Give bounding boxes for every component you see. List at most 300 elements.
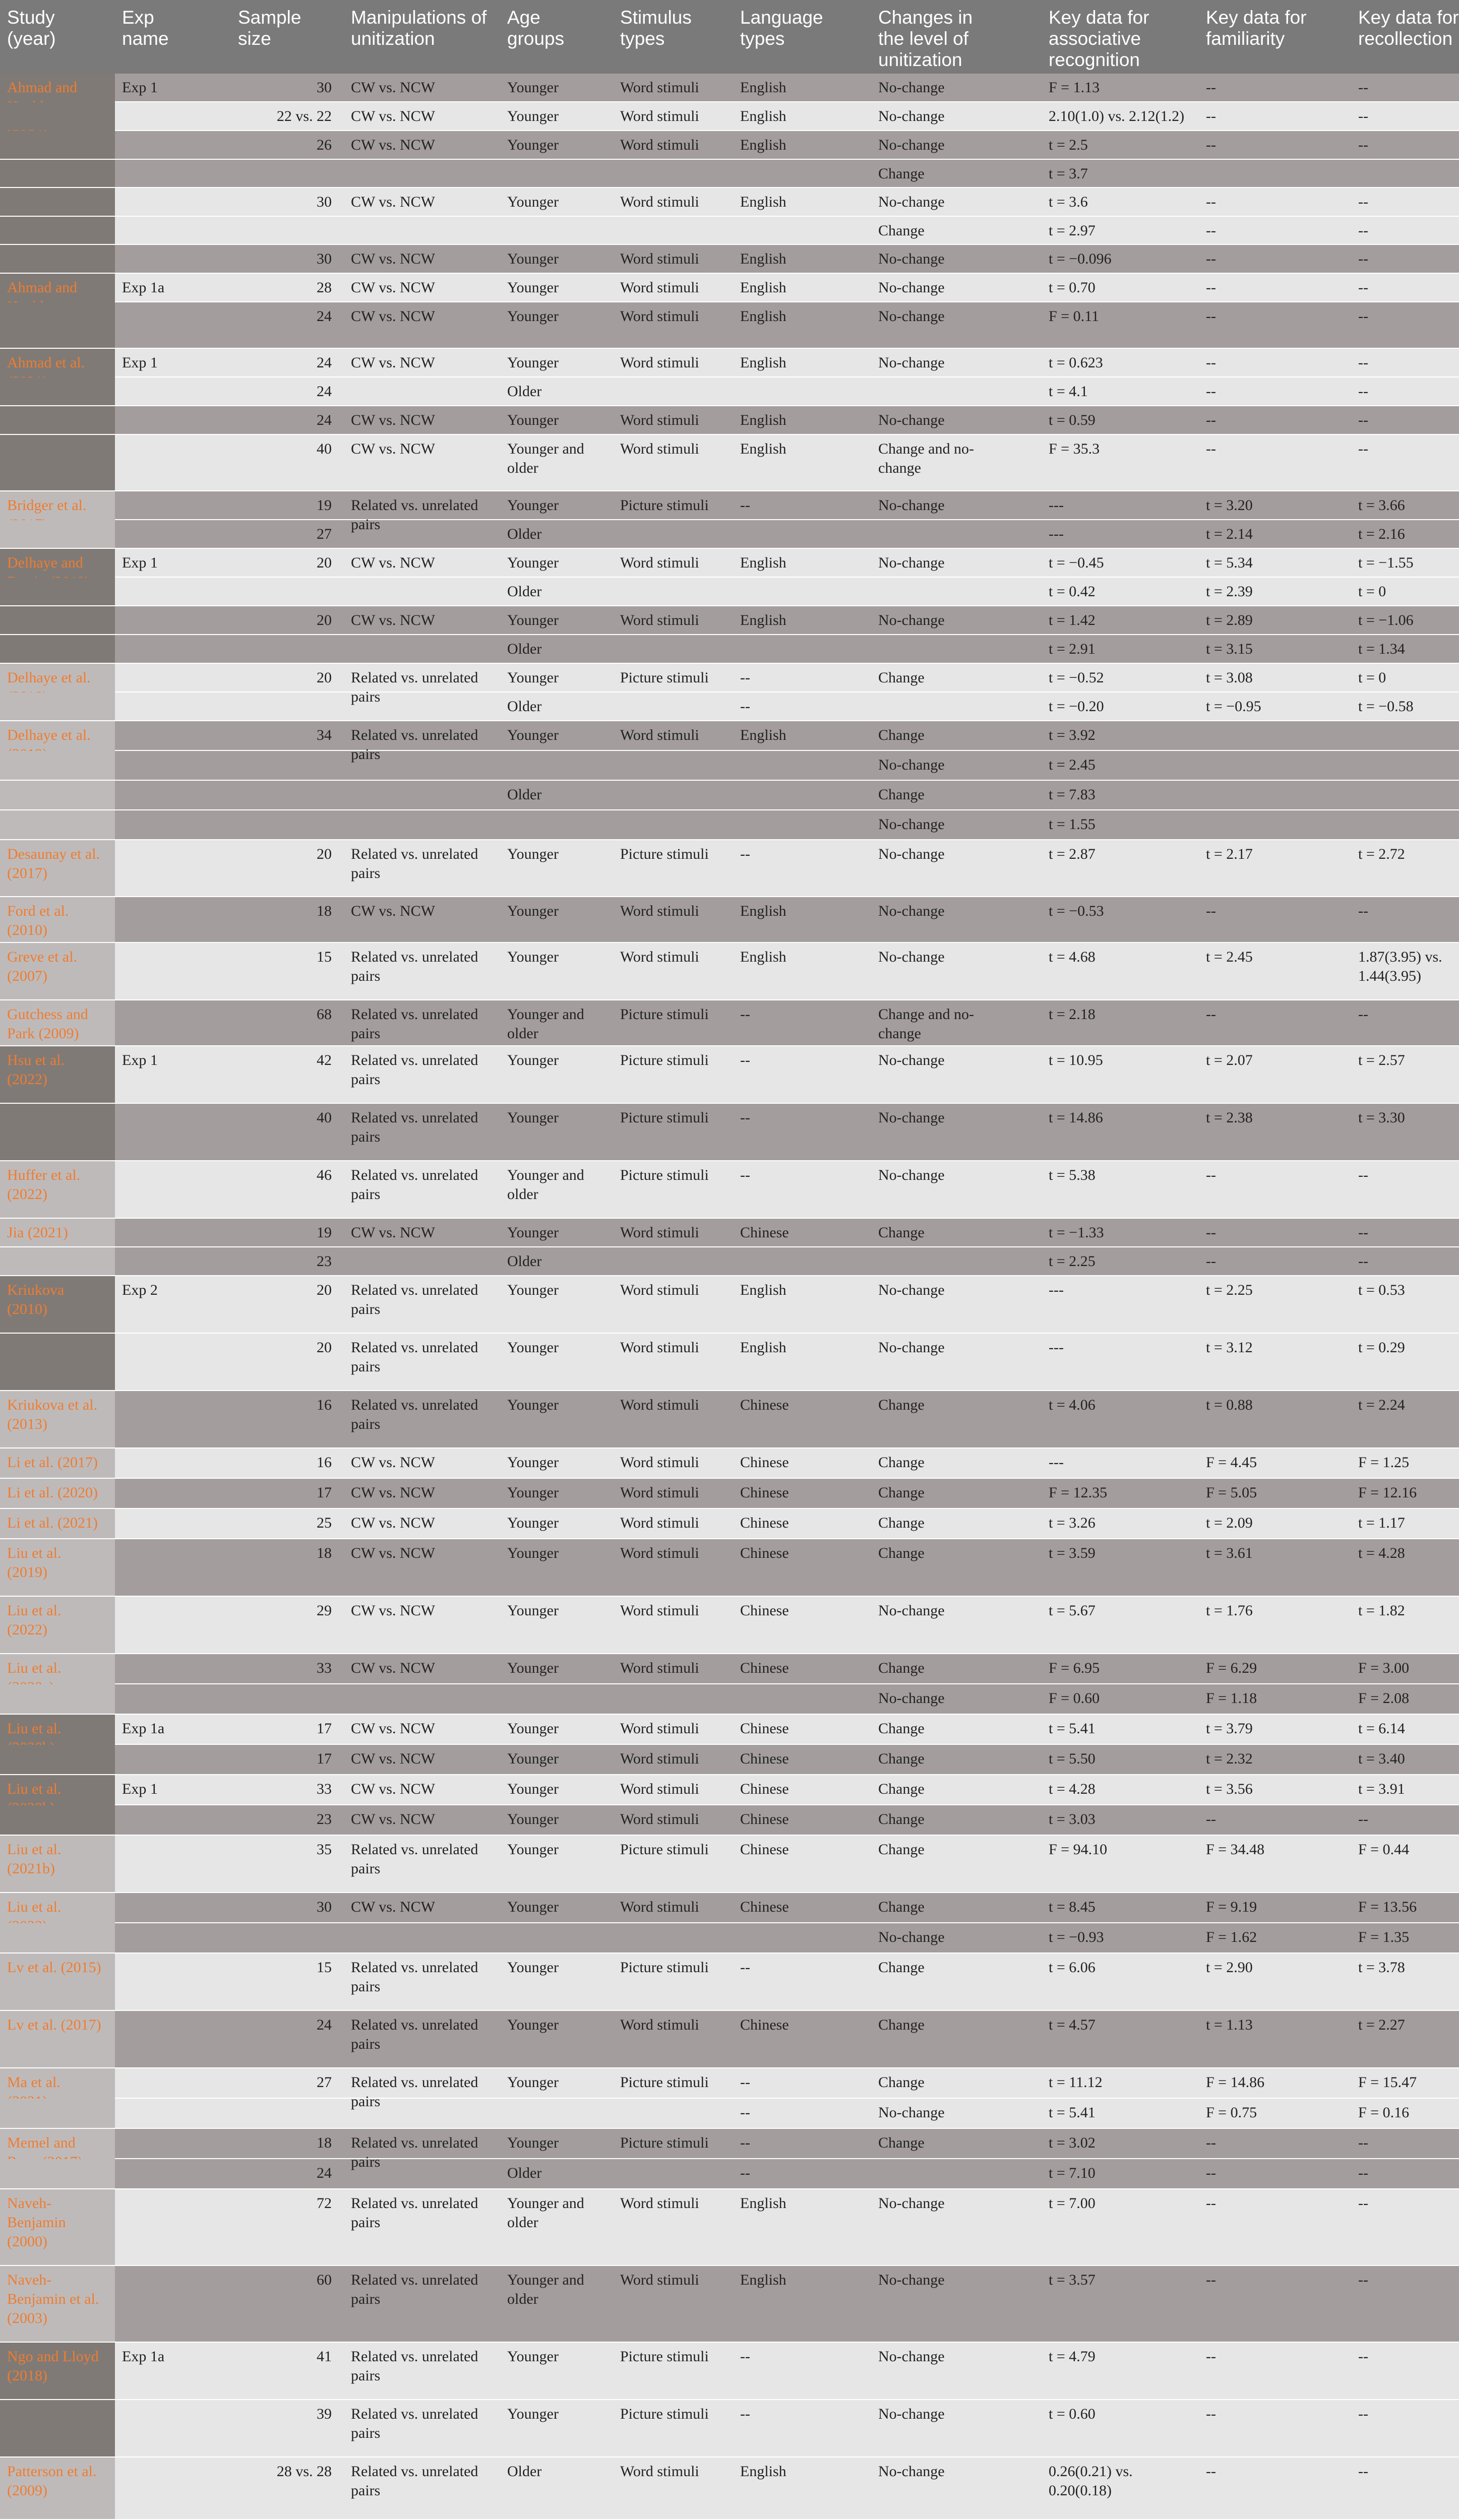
- col-manipulation-cell: Related vs. unrelated pairs: [351, 2017, 478, 2052]
- col-sample-size-cell: 19: [317, 1224, 332, 1241]
- col-exp-name-cell: [115, 520, 231, 548]
- col-recollection-cell: --: [1358, 2195, 1368, 2212]
- col-associative-recognition-cell: t = 2.25: [1049, 1253, 1096, 1270]
- col-exp-name-cell: [115, 1000, 231, 1045]
- col-familiarity-cell: t = 2.09: [1206, 1515, 1253, 1531]
- col-exp-name-cell: [115, 217, 231, 244]
- col-familiarity-cell: --: [1206, 354, 1216, 371]
- col-recollection-cell: --: [1358, 79, 1368, 96]
- col-sample-size-cell: 28 vs. 28: [276, 2463, 332, 2480]
- col-associative-recognition-cell: t = 5.67: [1049, 1602, 1096, 1619]
- col-manipulation-cell: CW vs. NCW: [351, 1750, 435, 1767]
- col-study-cell[interactable]: Ahmad and: [0, 274, 115, 336]
- col-manipulation-cell: [344, 2159, 500, 2188]
- col-study-cell[interactable]: Liu et al.: [0, 1654, 115, 1697]
- col-unitization-change-header: Changes in the level of unitization: [878, 7, 973, 70]
- col-recollection-cell: [1351, 160, 1459, 187]
- col-exp-name-cell: [115, 1334, 231, 1390]
- table-row: [0, 664, 1459, 705]
- col-recollection-cell: --: [1358, 279, 1368, 296]
- col-stimulus-types-cell: [613, 377, 733, 405]
- col-stimulus-types-cell: [613, 2099, 733, 2128]
- col-study-cell: [0, 1745, 115, 1774]
- col-familiarity-cell: t = 5.34: [1206, 554, 1253, 571]
- col-associative-recognition-cell: t = 4.57: [1049, 2017, 1096, 2033]
- col-associative-recognition-cell: t = 3.7: [1049, 165, 1088, 182]
- col-manipulation-cell: [344, 520, 500, 548]
- col-manipulation-cell: Related vs. unrelated pairs: [351, 669, 478, 705]
- col-language-types-cell: English: [740, 554, 786, 571]
- col-manipulation-cell: [344, 1923, 500, 1952]
- col-stimulus-types-cell: Picture stimuli: [620, 846, 709, 862]
- col-study-cell[interactable]: Liu et al. (2019): [0, 1539, 115, 1596]
- col-age-groups-cell: Younger: [507, 1052, 559, 1068]
- col-manipulation-cell: Related vs. unrelated pairs: [351, 2463, 478, 2499]
- table-row: [0, 810, 1459, 840]
- col-study-cell: [0, 520, 115, 548]
- col-unitization-change-cell: Change: [878, 1841, 925, 1858]
- col-stimulus-types-cell: Word stimuli: [620, 2017, 699, 2033]
- col-language-types-cell: --: [740, 1959, 750, 1976]
- table-row: [0, 2011, 1459, 2068]
- col-stimulus-types-cell: [613, 692, 733, 720]
- table-row: [0, 1539, 1459, 1597]
- col-study-cell: [0, 1923, 115, 1952]
- col-associative-recognition-cell: t = 7.83: [1049, 786, 1096, 803]
- col-recollection-cell: F = 1.35: [1358, 1929, 1410, 1945]
- col-exp-name-cell: [115, 435, 231, 490]
- col-familiarity-cell: --: [1206, 2272, 1216, 2288]
- col-study-cell[interactable]: Liu et al. (2021b): [0, 1836, 115, 1892]
- col-stimulus-types-cell: [613, 635, 733, 663]
- col-sample-size-cell: 18: [317, 1545, 332, 1561]
- col-sample-size-cell: 30: [317, 1899, 332, 1915]
- col-recollection-cell: --: [1358, 440, 1368, 457]
- col-stimulus-types-cell: Word stimuli: [620, 1811, 699, 1828]
- col-language-types-cell: Chinese: [740, 1545, 789, 1561]
- col-age-groups-cell: Younger: [507, 108, 559, 124]
- col-language-types-cell: Chinese: [740, 1899, 789, 1915]
- col-exp-name-cell: [115, 1684, 231, 1714]
- col-associative-recognition-cell: F = 1.13: [1049, 79, 1100, 96]
- col-unitization-change-cell: Change: [878, 1484, 925, 1501]
- table-row: [0, 1000, 1459, 1046]
- table-row: [0, 692, 1459, 721]
- col-sample-size-cell: 28: [317, 279, 332, 296]
- col-study-cell[interactable]: Naveh- Benjamin (2000): [0, 2189, 115, 2265]
- col-study-cell[interactable]: Li et al. (2021): [0, 1509, 115, 1538]
- col-manipulation-cell: Related vs. unrelated pairs: [351, 1052, 478, 1088]
- col-recollection-cell: --: [1358, 1253, 1368, 1270]
- col-familiarity-cell: F = 4.45: [1206, 1454, 1257, 1471]
- col-study-cell[interactable]: Lv et al. (2015): [0, 1954, 115, 2010]
- col-study-cell[interactable]: Kriukova et al. (2013): [0, 1391, 115, 1447]
- col-stimulus-types-cell: Word stimuli: [620, 2272, 699, 2288]
- col-sample-size-cell: 27: [317, 526, 332, 542]
- col-sample-size-cell: 20: [317, 669, 332, 686]
- col-recollection-cell: --: [1358, 2134, 1368, 2151]
- col-associative-recognition-cell: t = 4.1: [1049, 383, 1088, 400]
- col-language-types-cell: [733, 1923, 871, 1952]
- col-study-cell[interactable]: Gutchess and Park (2009): [0, 1000, 115, 1045]
- col-unitization-change-cell: Change: [878, 1397, 925, 1413]
- col-exp-name-cell: [115, 1539, 231, 1596]
- col-study-cell: [0, 781, 115, 809]
- col-sample-size-cell: 24: [317, 2165, 332, 2181]
- col-associative-recognition-cell: t = 3.26: [1049, 1515, 1096, 1531]
- col-familiarity-cell: t = 2.17: [1206, 846, 1253, 862]
- col-manipulation-cell: [344, 635, 500, 663]
- col-familiarity-cell: t = 3.12: [1206, 1339, 1253, 1356]
- col-associative-recognition-cell: t = 7.10: [1049, 2165, 1096, 2181]
- col-familiarity-cell: --: [1206, 222, 1216, 239]
- table-row: [0, 302, 1459, 349]
- col-study-cell[interactable]: Bridger et al.: [0, 491, 115, 534]
- col-exp-name-cell: [115, 1597, 231, 1653]
- table-row: [0, 2129, 1459, 2170]
- col-unitization-change-cell: No-change: [878, 2104, 945, 2121]
- col-sample-size-cell: [231, 160, 344, 187]
- col-familiarity-cell: t = 2.45: [1206, 949, 1253, 965]
- table-row: [0, 1046, 1459, 1104]
- col-study-cell[interactable]: Huffer et al. (2022): [0, 1161, 115, 1218]
- col-manipulation-cell: Related vs. unrelated pairs: [351, 1006, 478, 1042]
- col-associative-recognition-cell: ---: [1049, 526, 1064, 542]
- col-exp-name-cell: [115, 2400, 231, 2456]
- col-sample-size-cell: 19: [317, 497, 332, 514]
- col-study-cell: [0, 1334, 115, 1390]
- col-study-cell[interactable]: Li et al. (2017): [0, 1448, 115, 1478]
- col-unitization-change-cell: Change: [878, 786, 925, 803]
- col-study-cell[interactable]: Delhaye et al.: [0, 664, 115, 707]
- col-familiarity-cell: --: [1206, 412, 1216, 428]
- col-stimulus-types-cell: Word stimuli: [620, 2463, 699, 2480]
- col-manipulation-cell: [344, 2099, 500, 2128]
- col-associative-recognition-header: Key data for associative recognition: [1049, 7, 1149, 70]
- col-stimulus-types-cell: Picture stimuli: [620, 1841, 709, 1858]
- col-study-cell[interactable]: Ford et al. (2010): [0, 897, 115, 942]
- col-sample-size-cell: 17: [317, 1720, 332, 1737]
- table-row: [0, 2400, 1459, 2458]
- col-recollection-cell: t = 2.24: [1358, 1397, 1405, 1413]
- col-study-cell: [0, 131, 115, 159]
- col-recollection-cell: --: [1358, 2165, 1368, 2181]
- table-row: [0, 1597, 1459, 1654]
- col-manipulation-cell: CW vs. NCW: [351, 1602, 435, 1619]
- col-study-cell[interactable]: Greve et al. (2007): [0, 943, 115, 999]
- col-unitization-change-cell: [871, 520, 1042, 548]
- col-stimulus-types-cell: Word stimuli: [620, 108, 699, 124]
- col-recollection-cell: F = 3.00: [1358, 1660, 1410, 1676]
- col-stimulus-types-cell: [613, 751, 733, 780]
- col-language-types-cell: English: [740, 108, 786, 124]
- col-study-cell: [0, 302, 115, 348]
- col-sample-size-cell: 40: [317, 440, 332, 457]
- col-study-cell[interactable]: Liu et al.: [0, 1775, 115, 1818]
- col-familiarity-cell: --: [1206, 2348, 1216, 2365]
- table-row: [0, 1334, 1459, 1391]
- col-stimulus-types-cell: Word stimuli: [620, 1720, 699, 1737]
- col-unitization-change-cell: No-change: [878, 194, 945, 210]
- table-row: [0, 1161, 1459, 1219]
- col-familiarity-cell: [1199, 781, 1351, 809]
- col-sample-size-cell: [231, 1923, 344, 1952]
- col-sample-size-cell: 15: [317, 1959, 332, 1976]
- col-age-groups-cell: Younger: [507, 1545, 559, 1561]
- col-language-types-cell: Chinese: [740, 1454, 789, 1471]
- col-familiarity-cell: t = 3.20: [1206, 497, 1253, 514]
- col-study-cell: [0, 578, 115, 605]
- col-unitization-change-cell: No-change: [878, 1339, 945, 1356]
- col-associative-recognition-cell: F = 0.11: [1049, 308, 1099, 325]
- col-study-cell[interactable]: Ahmad and: [0, 74, 115, 136]
- col-language-types-cell: [733, 217, 871, 244]
- col-age-groups-cell: Younger: [507, 1282, 559, 1298]
- col-study-cell: [0, 377, 115, 405]
- col-familiarity-cell: --: [1206, 2406, 1216, 2422]
- col-study-cell[interactable]: Lv et al. (2017): [0, 2011, 115, 2067]
- col-manipulation-cell: CW vs. NCW: [351, 250, 435, 267]
- col-language-types-cell: English: [740, 79, 786, 96]
- col-associative-recognition-cell: t = −0.45: [1049, 554, 1104, 571]
- col-language-types-cell: --: [740, 846, 750, 862]
- col-exp-name-header: Exp name: [122, 7, 169, 49]
- col-sample-size-cell: 26: [317, 137, 332, 153]
- table-row: [0, 377, 1459, 406]
- col-sample-size-cell: [231, 578, 344, 605]
- col-language-types-cell: English: [740, 354, 786, 371]
- col-age-groups-cell: Older: [507, 2463, 542, 2480]
- col-language-types-cell: [733, 810, 871, 839]
- col-exp-name-cell: [115, 810, 231, 839]
- col-language-types-cell: [733, 377, 871, 405]
- col-sample-size-cell: 39: [317, 2406, 332, 2422]
- table-row: [0, 1684, 1459, 1715]
- col-unitization-change-cell: No-change: [878, 1602, 945, 1619]
- table-row: [0, 274, 1459, 302]
- col-language-types-cell: English: [740, 137, 786, 153]
- col-age-groups-cell: Younger: [507, 2134, 559, 2151]
- col-sample-size-cell: 20: [317, 1339, 332, 1356]
- col-manipulation-cell: Related vs. unrelated pairs: [351, 2195, 478, 2231]
- col-recollection-cell: F = 15.47: [1358, 2074, 1417, 2091]
- col-language-types-cell: English: [740, 412, 786, 428]
- col-stimulus-types-cell: Word stimuli: [620, 949, 699, 965]
- col-associative-recognition-cell: t = 5.38: [1049, 1167, 1096, 1183]
- col-study-cell[interactable]: Ma et al.: [0, 2068, 115, 2111]
- table-row: [0, 520, 1459, 549]
- col-stimulus-types-cell: Word stimuli: [620, 1484, 699, 1501]
- col-exp-name-cell: [115, 1247, 231, 1275]
- col-sample-size-cell: 16: [317, 1397, 332, 1413]
- table-row: [0, 1923, 1459, 1954]
- col-exp-name-cell: [115, 2458, 231, 2519]
- col-language-types-cell: [733, 1684, 871, 1714]
- col-language-types-cell: English: [740, 727, 786, 743]
- col-recollection-cell: --: [1358, 222, 1368, 239]
- col-sample-size-cell: 41: [317, 2348, 332, 2365]
- col-study-cell[interactable]: Hsu et al. (2022): [0, 1046, 115, 1103]
- col-recollection-cell: F = 0.44: [1358, 1841, 1410, 1858]
- table-row: [0, 2189, 1459, 2266]
- col-recollection-cell: [1351, 810, 1459, 839]
- col-study-cell[interactable]: Naveh- Benjamin et al. (2003): [0, 2266, 115, 2342]
- col-study-cell[interactable]: Delhaye and: [0, 549, 115, 592]
- col-associative-recognition-cell: t = 11.12: [1049, 2074, 1103, 2091]
- col-unitization-change-cell: No-change: [878, 846, 945, 862]
- col-associative-recognition-cell: t = −0.20: [1049, 698, 1104, 715]
- col-associative-recognition-cell: t = 1.42: [1049, 612, 1096, 628]
- col-study-cell: [0, 188, 115, 216]
- col-language-types-cell: English: [740, 612, 786, 628]
- col-study-cell[interactable]: Ngo and Lloyd (2018): [0, 2343, 115, 2399]
- col-study-cell[interactable]: Desaunay et al. (2017): [0, 840, 115, 896]
- col-recollection-cell: t = 3.66: [1358, 497, 1405, 514]
- col-language-types-cell: English: [740, 2272, 786, 2288]
- col-manipulation-cell: CW vs. NCW: [351, 440, 435, 457]
- col-associative-recognition-cell: t = 5.41: [1049, 1720, 1096, 1737]
- col-stimulus-types-cell: [613, 2159, 733, 2188]
- col-unitization-change-cell: No-change: [878, 279, 945, 296]
- col-familiarity-cell: t = 2.90: [1206, 1959, 1253, 1976]
- col-manipulation-cell: [344, 810, 500, 839]
- col-unitization-change-cell: Change: [878, 1720, 925, 1737]
- col-recollection-cell: t = 1.82: [1358, 1602, 1405, 1619]
- col-recollection-cell: t = 3.78: [1358, 1959, 1405, 1976]
- col-study-cell[interactable]: Liu et al.: [0, 1893, 115, 1936]
- col-stimulus-types-cell: Word stimuli: [620, 1545, 699, 1561]
- col-sample-size-cell: [231, 1684, 344, 1714]
- col-language-types-cell: Chinese: [740, 1224, 789, 1241]
- col-familiarity-cell: t = 3.08: [1206, 669, 1253, 686]
- col-exp-name-cell: [115, 188, 231, 216]
- col-stimulus-types-cell: Word stimuli: [620, 194, 699, 210]
- col-age-groups-cell: Younger and older: [507, 1167, 584, 1203]
- col-stimulus-types-cell: Picture stimuli: [620, 497, 709, 514]
- col-language-types-cell: --: [740, 2165, 750, 2181]
- col-age-groups-cell: [500, 160, 613, 187]
- col-associative-recognition-cell: t = −1.33: [1049, 1224, 1104, 1241]
- col-study-cell[interactable]: Delhaye et al.: [0, 721, 115, 764]
- col-manipulation-cell: CW vs. NCW: [351, 108, 435, 124]
- col-language-types-cell: Chinese: [740, 1841, 789, 1858]
- col-study-cell: [0, 2159, 115, 2188]
- col-stimulus-types-cell: [613, 1684, 733, 1714]
- col-associative-recognition-cell: t = 5.41: [1049, 2104, 1096, 2121]
- col-familiarity-cell: [1199, 160, 1351, 187]
- col-study-cell[interactable]: Liu et al.: [0, 1715, 115, 1757]
- col-unitization-change-cell: Change: [878, 669, 925, 686]
- col-associative-recognition-cell: t = 0.42: [1049, 583, 1096, 600]
- col-language-types-cell: [733, 751, 871, 780]
- col-unitization-change-cell: [871, 692, 1042, 720]
- col-unitization-change-cell: No-change: [878, 903, 945, 919]
- col-exp-name-cell: Exp 1: [122, 79, 158, 96]
- col-recollection-cell: --: [1358, 354, 1368, 371]
- col-exp-name-cell: [115, 578, 231, 605]
- col-age-groups-cell: [500, 810, 613, 839]
- col-manipulation-cell: CW vs. NCW: [351, 1224, 435, 1241]
- col-familiarity-cell: t = 1.13: [1206, 2017, 1253, 2033]
- col-manipulation-cell: Related vs. unrelated pairs: [351, 1282, 478, 1317]
- col-age-groups-cell: Younger: [507, 79, 559, 96]
- col-sample-size-cell: 20: [317, 612, 332, 628]
- col-familiarity-cell: F = 0.75: [1206, 2104, 1257, 2121]
- col-recollection-cell: t = 3.91: [1358, 1781, 1405, 1797]
- col-associative-recognition-cell: t = 2.45: [1049, 757, 1096, 773]
- col-manipulation-cell: CW vs. NCW: [351, 1515, 435, 1531]
- col-recollection-cell: t = 2.72: [1358, 846, 1405, 862]
- col-sample-size-cell: 27: [317, 2074, 332, 2091]
- col-unitization-change-cell: [871, 1247, 1042, 1275]
- col-sample-size-cell: 24: [317, 308, 332, 325]
- col-study-cell[interactable]: Li et al. (2020): [0, 1479, 115, 1508]
- col-study-cell[interactable]: Jia (2021): [0, 1219, 115, 1246]
- col-study-cell[interactable]: Patterson et al. (2009): [0, 2458, 115, 2519]
- col-associative-recognition-cell: t = 4.79: [1049, 2348, 1096, 2365]
- col-sample-size-cell: 46: [317, 1167, 332, 1183]
- col-unitization-change-cell: [871, 578, 1042, 605]
- col-exp-name-cell: [115, 2011, 231, 2067]
- col-age-groups-cell: Younger and older: [507, 440, 584, 476]
- col-unitization-change-cell: Change: [878, 1224, 925, 1241]
- col-familiarity-cell: t = 3.15: [1206, 641, 1253, 657]
- col-age-groups-cell: Older: [507, 641, 542, 657]
- col-study-cell[interactable]: Kriukova (2010): [0, 1276, 115, 1333]
- col-language-types-cell: --: [740, 2074, 750, 2091]
- col-stimulus-types-cell: Word stimuli: [620, 250, 699, 267]
- col-familiarity-cell: --: [1206, 1167, 1216, 1183]
- col-study-cell[interactable]: Liu et al. (2022): [0, 1597, 115, 1653]
- col-sample-size-cell: 20: [317, 554, 332, 571]
- col-stimulus-types-cell: Word stimuli: [620, 1602, 699, 1619]
- col-stimulus-types-cell: [613, 1923, 733, 1952]
- col-stimulus-types-cell: Word stimuli: [620, 412, 699, 428]
- col-sample-size-cell: [231, 810, 344, 839]
- col-associative-recognition-cell: t = 7.00: [1049, 2195, 1096, 2212]
- col-age-groups-cell: Younger: [507, 194, 559, 210]
- col-language-types-cell: [733, 781, 871, 809]
- col-sample-size-cell: 23: [317, 1811, 332, 1828]
- col-age-groups-cell: Younger: [507, 1750, 559, 1767]
- col-language-types-cell: Chinese: [740, 1515, 789, 1531]
- col-recollection-cell: F = 1.25: [1358, 1454, 1410, 1471]
- col-study-cell[interactable]: Memel and: [0, 2129, 115, 2172]
- col-recollection-cell: t = −0.58: [1358, 698, 1414, 715]
- col-familiarity-cell: t = −0.95: [1206, 698, 1261, 715]
- col-recollection-cell: --: [1358, 2406, 1368, 2422]
- col-sample-size-cell: 16: [317, 1454, 332, 1471]
- col-study-cell: [0, 102, 115, 130]
- col-unitization-change-cell: No-change: [878, 1167, 945, 1183]
- table-row: [0, 1805, 1459, 1836]
- col-recollection-cell: t = 2.16: [1358, 526, 1405, 542]
- col-language-types-cell: [733, 520, 871, 548]
- col-manipulation-cell: CW vs. NCW: [351, 308, 435, 325]
- col-study-cell[interactable]: Ahmad et al.: [0, 349, 115, 392]
- col-study-cell: [0, 810, 115, 839]
- col-age-groups-cell: Older: [507, 526, 542, 542]
- col-manipulation-cell: [344, 377, 500, 405]
- col-exp-name-cell: [115, 1219, 231, 1246]
- col-manipulation-cell: CW vs. NCW: [351, 137, 435, 153]
- col-age-groups-cell: Younger: [507, 1660, 559, 1676]
- table-row: [0, 2266, 1459, 2343]
- col-unitization-change-cell: No-change: [878, 2272, 945, 2288]
- col-age-groups-cell: [500, 751, 613, 780]
- col-exp-name-cell: [115, 635, 231, 663]
- table-row: [0, 406, 1459, 435]
